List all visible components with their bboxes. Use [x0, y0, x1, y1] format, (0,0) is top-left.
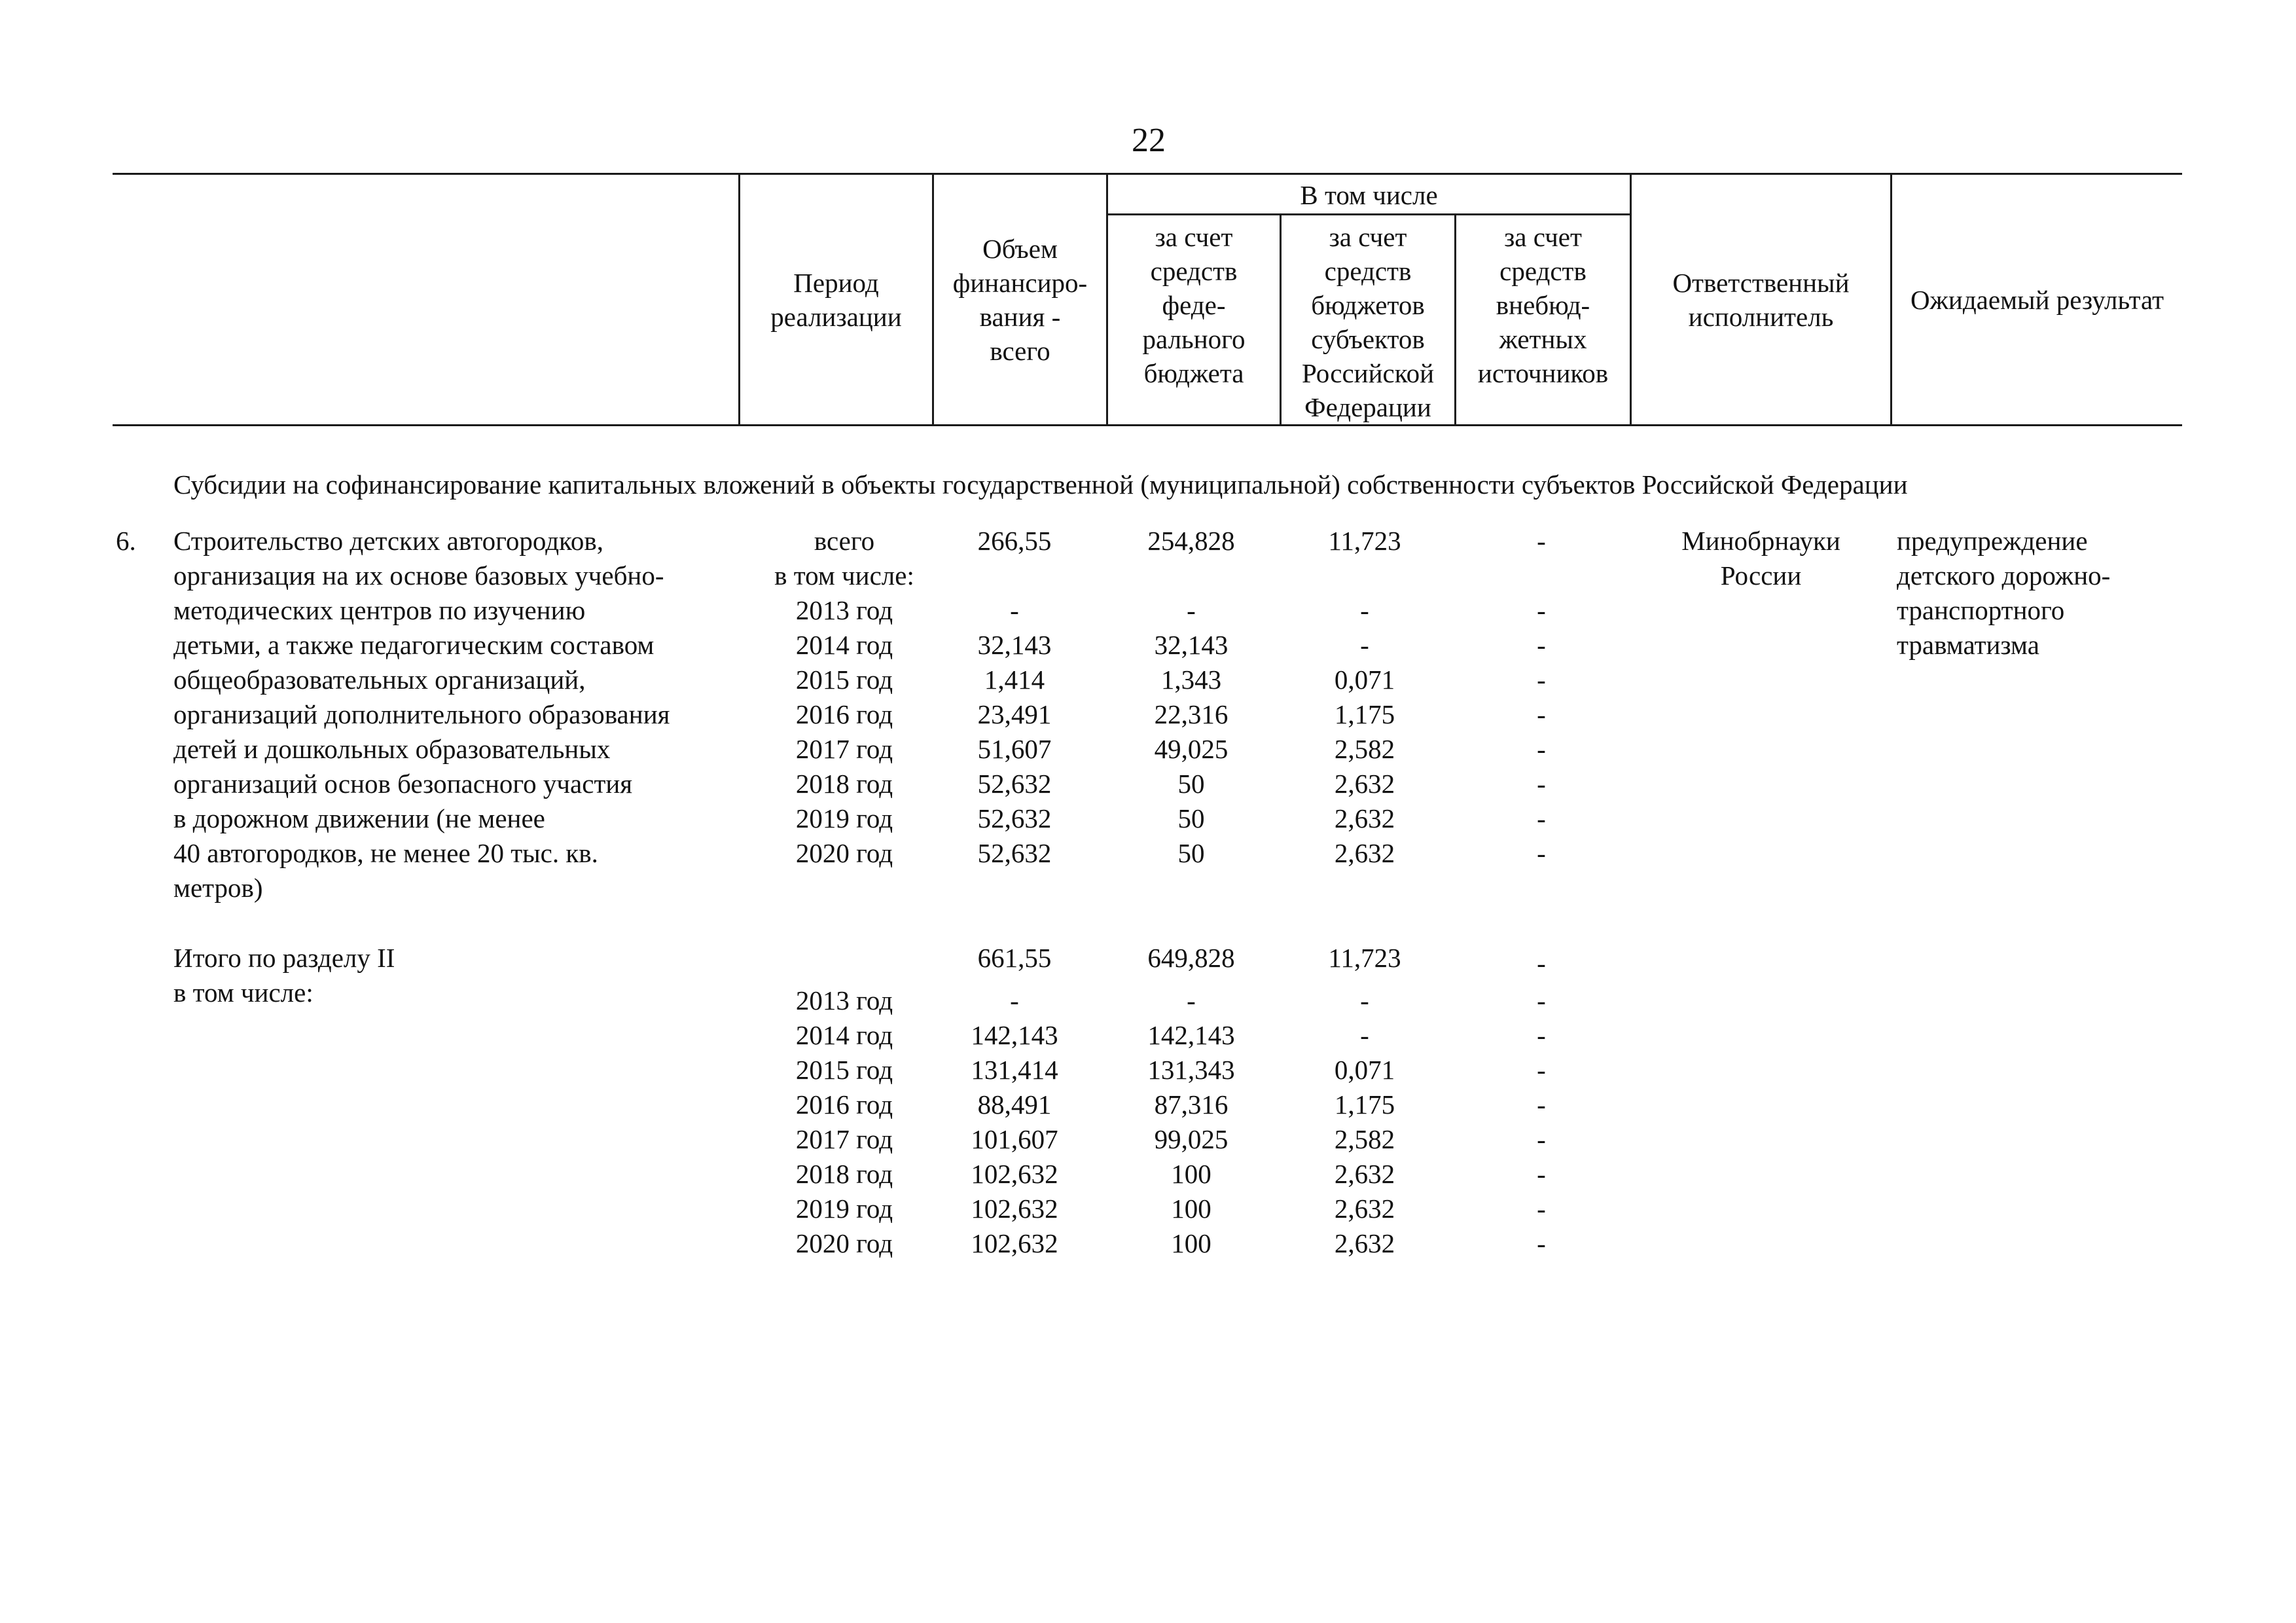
- header-regional: за счет средств бюджетов субъектов Российской Федерации: [1301, 222, 1435, 422]
- description-line: организация на их основе базовых учебно-: [173, 560, 664, 591]
- volume-cell: 52,632: [977, 803, 1052, 833]
- volume-cell: 266,55: [977, 526, 1052, 556]
- description-line: общеобразовательных организаций,: [173, 665, 586, 695]
- volume-cell: 661,55: [977, 943, 1052, 973]
- volume-cell: 52,632: [977, 769, 1052, 799]
- extrabudget-cell: -: [1537, 1159, 1546, 1189]
- period-cell: 2013 год: [795, 595, 893, 625]
- section-total-label: Итого по разделу II: [173, 943, 395, 973]
- volume-cell: 102,632: [971, 1194, 1058, 1224]
- regional-cell: -: [1360, 985, 1369, 1015]
- description-line: детей и дошкольных образовательных: [173, 734, 611, 764]
- federal-cell: -: [1187, 985, 1196, 1015]
- period-cell: 2020 год: [795, 838, 893, 868]
- federal-cell: 50: [1177, 838, 1205, 868]
- federal-cell: 131,343: [1147, 1055, 1235, 1085]
- extrabudget-cell: -: [1537, 803, 1546, 833]
- volume-cell: 1,414: [984, 665, 1045, 695]
- extrabudget-cell: -: [1537, 630, 1546, 660]
- regional-cell: -: [1360, 595, 1369, 625]
- extrabudget-cell: -: [1537, 1089, 1546, 1120]
- description-line: в дорожном движении (не менее: [173, 803, 545, 833]
- volume-cell: 23,491: [977, 699, 1052, 729]
- result-line: транспортного: [1897, 595, 2065, 625]
- regional-cell: 2,582: [1334, 734, 1395, 764]
- extrabudget-cell: -: [1537, 948, 1546, 978]
- header-result: Ожидаемый результат: [1910, 284, 2164, 315]
- regional-cell: 2,632: [1334, 803, 1395, 833]
- header-bottom-rule: [113, 424, 2182, 426]
- federal-cell: 50: [1177, 769, 1205, 799]
- extrabudget-cell: -: [1537, 1020, 1546, 1050]
- volume-cell: 102,632: [971, 1228, 1058, 1258]
- federal-cell: 100: [1171, 1228, 1211, 1258]
- period-cell: 2018 год: [795, 769, 893, 799]
- period-cell: 2020 год: [795, 1228, 893, 1258]
- regional-cell: 2,632: [1334, 1159, 1395, 1189]
- executor-line: Минобрнауки: [1681, 526, 1840, 556]
- regional-cell: 2,632: [1334, 1194, 1395, 1224]
- header-extrabudget: за счет средств внебюд- жетных источников: [1477, 222, 1609, 388]
- federal-cell: 1,343: [1160, 665, 1222, 695]
- regional-cell: 1,175: [1334, 1089, 1395, 1120]
- federal-cell: 254,828: [1147, 526, 1235, 556]
- period-cell: 2019 год: [795, 803, 893, 833]
- header-including: В том числе: [1300, 180, 1438, 210]
- volume-cell: 142,143: [971, 1020, 1058, 1050]
- period-cell: 2019 год: [795, 1194, 893, 1224]
- extrabudget-cell: -: [1537, 769, 1546, 799]
- extrabudget-cell: -: [1537, 1055, 1546, 1085]
- header-volume: Объем финансиро- вания - всего: [952, 233, 1088, 366]
- description-line: организаций основ безопасного участия: [173, 769, 633, 799]
- federal-cell: -: [1187, 595, 1196, 625]
- period-cell: всего: [814, 526, 875, 556]
- period-cell: 2014 год: [795, 1020, 893, 1050]
- period-cell: 2016 год: [795, 1089, 893, 1120]
- federal-cell: 87,316: [1154, 1089, 1229, 1120]
- federal-cell: 99,025: [1154, 1124, 1229, 1154]
- federal-cell: 32,143: [1154, 630, 1229, 660]
- regional-cell: 11,723: [1328, 526, 1401, 556]
- volume-cell: 52,632: [977, 838, 1052, 868]
- federal-cell: 22,316: [1154, 699, 1229, 729]
- volume-cell: 131,414: [971, 1055, 1058, 1085]
- description-line: 40 автогородков, не менее 20 тыс. кв.: [173, 838, 598, 868]
- regional-cell: -: [1360, 630, 1369, 660]
- period-cell: 2013 год: [795, 985, 893, 1015]
- period-cell: 2014 год: [795, 630, 893, 660]
- extrabudget-cell: -: [1537, 526, 1546, 556]
- period-cell: 2016 год: [795, 699, 893, 729]
- description-line: метров): [173, 873, 263, 903]
- federal-cell: 649,828: [1147, 943, 1235, 973]
- volume-cell: 101,607: [971, 1124, 1058, 1154]
- volume-cell: 88,491: [977, 1089, 1052, 1120]
- period-cell: 2017 год: [795, 1124, 893, 1154]
- volume-cell: -: [1010, 985, 1019, 1015]
- extrabudget-cell: -: [1537, 838, 1546, 868]
- extrabudget-cell: -: [1537, 1124, 1546, 1154]
- description-line: детьми, а также педагогическим составом: [173, 630, 655, 660]
- extrabudget-cell: -: [1537, 734, 1546, 764]
- extrabudget-cell: -: [1537, 985, 1546, 1015]
- regional-cell: 2,632: [1334, 769, 1395, 799]
- result-line: травматизма: [1897, 630, 2039, 660]
- period-cell: 2015 год: [795, 665, 893, 695]
- header-period: Период реализации: [770, 267, 902, 332]
- description-line: методических центров по изучению: [173, 595, 586, 625]
- volume-cell: -: [1010, 595, 1019, 625]
- extrabudget-cell: -: [1537, 595, 1546, 625]
- extrabudget-cell: -: [1537, 699, 1546, 729]
- period-cell: 2018 год: [795, 1159, 893, 1189]
- federal-cell: 100: [1171, 1159, 1211, 1189]
- section-title: Субсидии на софинансирование капитальных вложений в объекты государственной (муниципальной) собственности субъектов Российской Федерации: [173, 469, 1908, 500]
- section-total-including-label: в том числе:: [173, 977, 314, 1008]
- extrabudget-cell: -: [1537, 1194, 1546, 1224]
- including-label: в том числе:: [774, 560, 914, 591]
- regional-cell: 2,632: [1334, 838, 1395, 868]
- federal-cell: 50: [1177, 803, 1205, 833]
- executor-line: России: [1720, 560, 1802, 591]
- period-cell: 2015 год: [795, 1055, 893, 1085]
- extrabudget-cell: -: [1537, 1228, 1546, 1258]
- including-subheader-rule: [1107, 213, 1631, 215]
- regional-cell: 2,632: [1334, 1228, 1395, 1258]
- regional-cell: 0,071: [1334, 1055, 1395, 1085]
- regional-cell: 2,582: [1334, 1124, 1395, 1154]
- extrabudget-cell: -: [1537, 665, 1546, 695]
- header-federal: за счет средств феде- рального бюджета: [1142, 222, 1246, 388]
- description-line: Строительство детских автогородков,: [173, 526, 604, 556]
- page-number: 22: [1132, 122, 1166, 159]
- volume-cell: 32,143: [977, 630, 1052, 660]
- description-line: организаций дополнительного образования: [173, 699, 670, 729]
- regional-cell: -: [1360, 1020, 1369, 1050]
- regional-cell: 11,723: [1328, 943, 1401, 973]
- period-cell: 2017 год: [795, 734, 893, 764]
- result-line: предупреждение: [1897, 526, 2088, 556]
- regional-cell: 0,071: [1334, 665, 1395, 695]
- federal-cell: 100: [1171, 1194, 1211, 1224]
- regional-cell: 1,175: [1334, 699, 1395, 729]
- federal-cell: 142,143: [1147, 1020, 1235, 1050]
- item-number: 6.: [116, 526, 136, 556]
- volume-cell: 102,632: [971, 1159, 1058, 1189]
- header-executor: Ответственный исполнитель: [1672, 267, 1850, 332]
- result-line: детского дорожно-: [1897, 560, 2111, 591]
- federal-cell: 49,025: [1154, 734, 1229, 764]
- volume-cell: 51,607: [977, 734, 1052, 764]
